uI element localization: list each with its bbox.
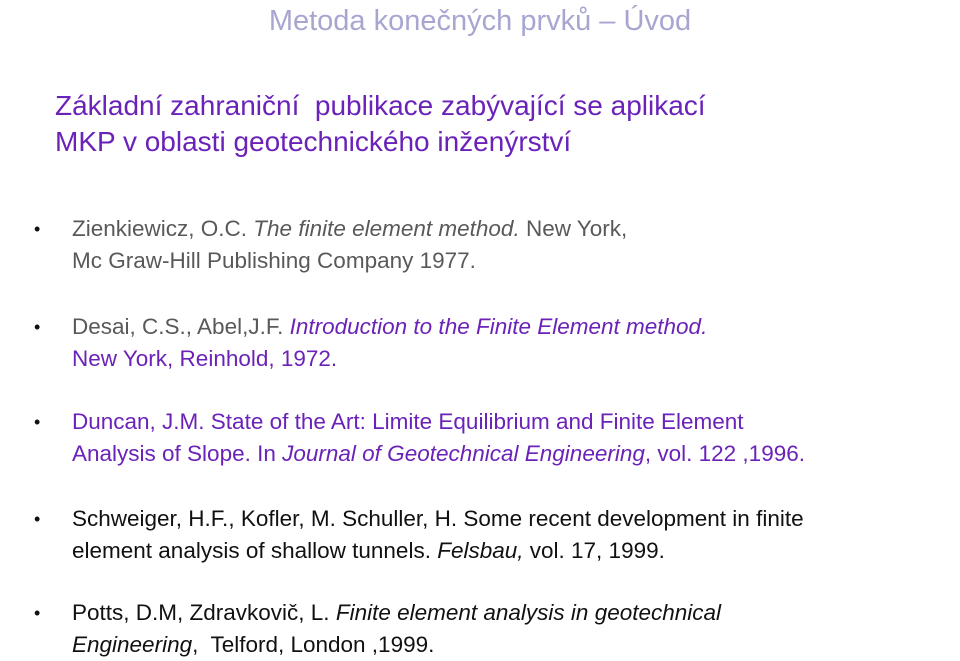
reference-line-2 [72,535,952,567]
reference-text [72,503,952,567]
reference-text [72,311,952,375]
reference-publisher: New York, [519,216,628,241]
reference-title: The finite element method. [253,216,520,241]
reference-line-2 [72,245,952,277]
reference-text [72,213,952,277]
reference-journal: Journal of Geotechnical Engineering [282,441,645,466]
bullet-icon: • [34,509,41,529]
reference-title-end: Engineering [72,632,193,657]
reference-journal: Felsbau, [437,538,524,563]
reference-line-1 [72,311,952,343]
bullet-icon: • [34,412,41,432]
bullet-icon: • [34,219,41,239]
reference-publisher: , Telford, London ,1999. [192,632,435,657]
slide-subtitle [55,88,915,160]
reference-line-1 [72,213,952,245]
reference-publisher-details: New York, Reinhold, 1972. [72,346,338,371]
reference-line-1 [72,597,952,629]
reference-volume: , vol. 122 ,1996. [644,441,805,466]
slide-title: Metoda konečných prvků – Úvod [268,5,692,37]
reference-title-end: Analysis of Slope. In [72,441,283,466]
reference-volume: vol. 17, 1999. [523,538,665,563]
subtitle-line-2: MKP v oblasti geotechnického inženýrství [55,126,572,157]
reference-line-2 [72,438,952,470]
reference-line-1 [72,503,952,535]
reference-text [72,406,952,470]
subtitle-line-1: Základní zahraniční publikace zabývající se aplikací [55,90,706,121]
reference-line-2 [72,343,952,375]
reference-authors: Zienkiewicz, O.C. [72,216,254,241]
bullet-icon: • [34,603,41,623]
reference-authors: Potts, D.M, Zdravkovič, L. [72,600,336,625]
reference-title-end: element analysis of shallow tunnels. [72,538,438,563]
reference-line-1 [72,406,952,438]
reference-authors-title: Duncan, J.M. State of the Art: Limite Equilibrium and Finite Element [72,409,744,434]
reference-title: Finite element analysis in geotechnical [335,600,722,625]
reference-line-2 [72,629,952,661]
reference-authors: Desai, C.S., Abel,J.F. [72,314,290,339]
reference-text [72,597,952,661]
reference-title: Introduction to the Finite Element method. [289,314,708,339]
reference-publisher-details: Mc Graw-Hill Publishing Company 1977. [72,248,476,273]
reference-authors-title: Schweiger, H.F., Kofler, M. Schuller, H. Some recent development in finite [72,506,804,531]
bullet-icon: • [34,317,41,337]
